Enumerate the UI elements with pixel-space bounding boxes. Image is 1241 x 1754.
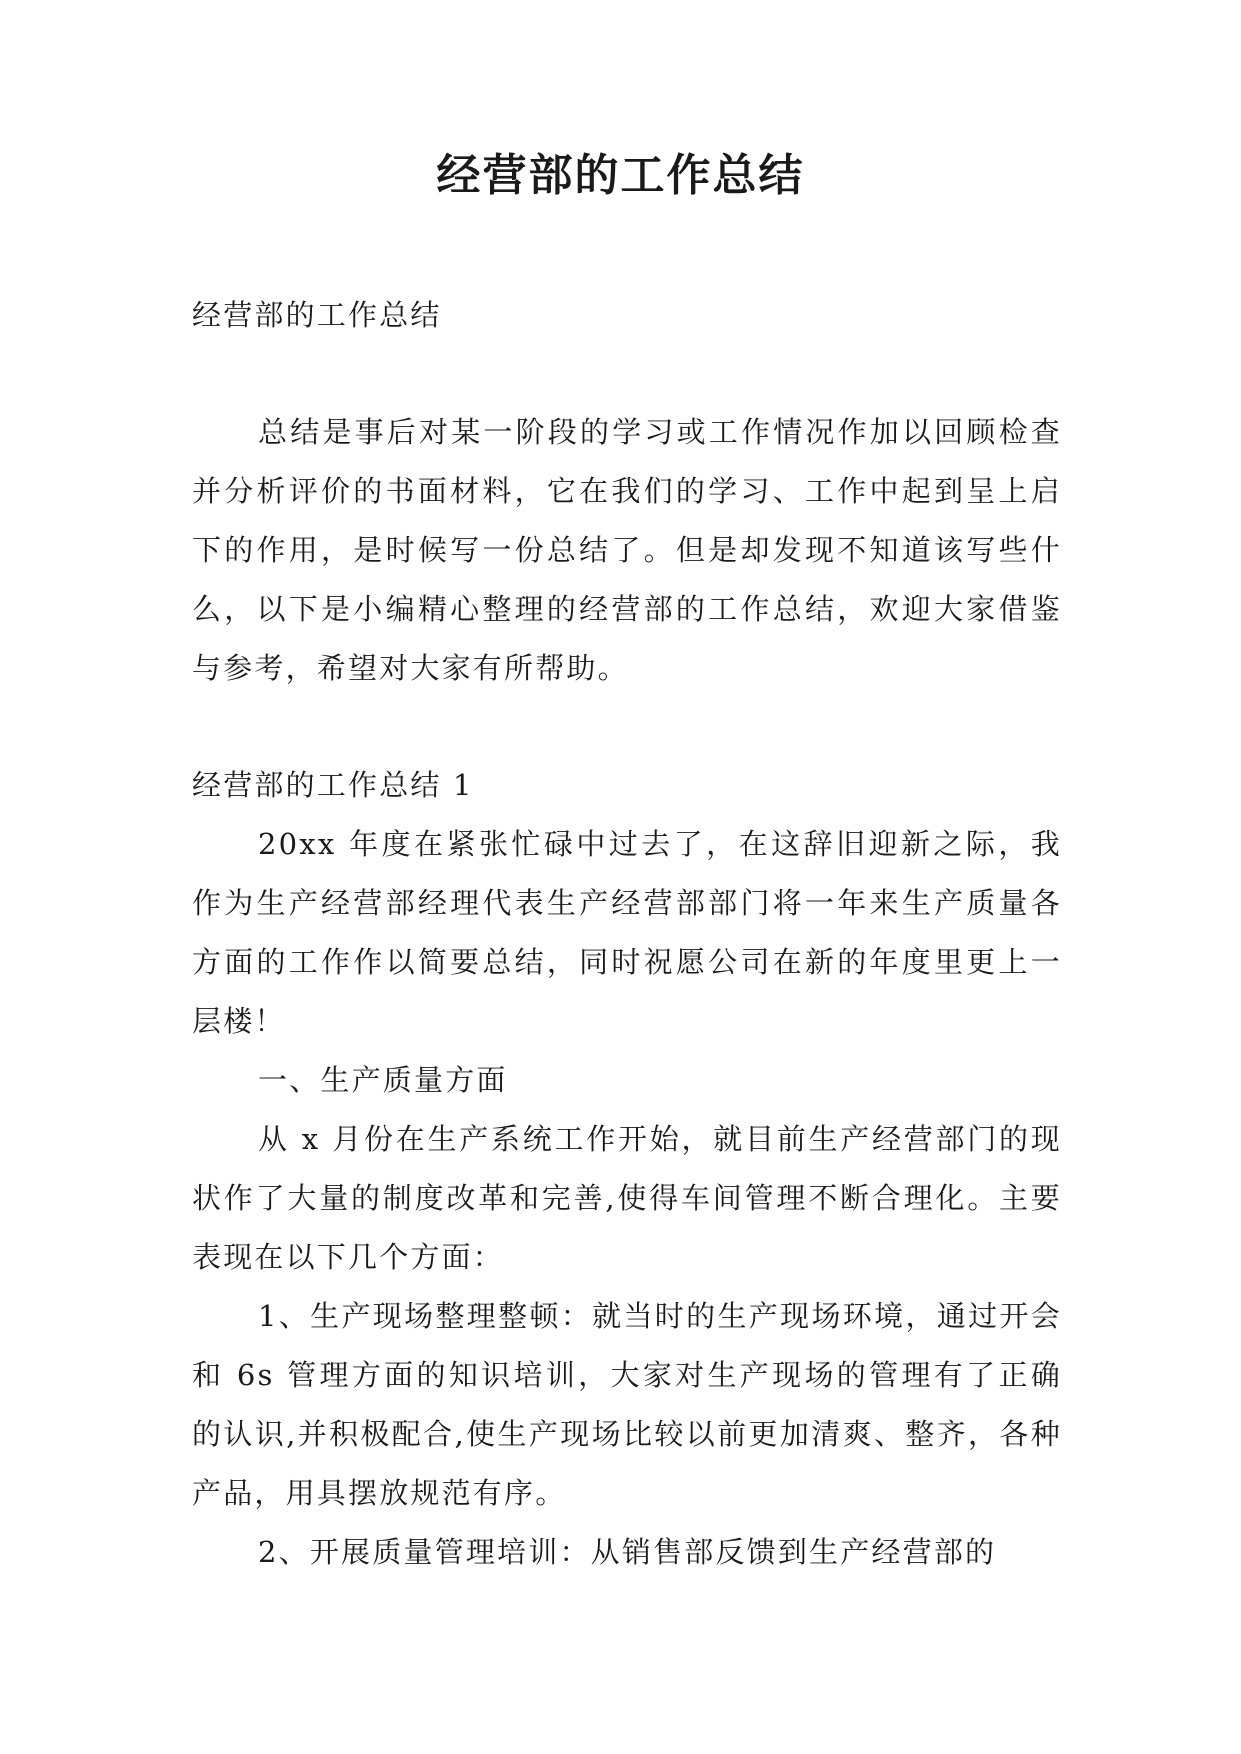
document-title: 经营部的工作总结 (436, 150, 805, 201)
body-paragraph: 1、生产现场整理整顿：就当时的生产现场环境，通过开会和 6s 管理方面的知识培训，大家对生产现场的管理有了正确的认识,并积极配合,使生产现场比较以前更加清爽、整齐，各种产品，用具摆放规范有序。 (192, 1299, 1062, 1510)
spacer (192, 698, 1062, 756)
body-paragraph: 从 x 月份在生产系统工作开始，就目前生产经营部门的现状作了大量的制度改革和完善,使得车间管理不断合理化。主要表现在以下几个方面： (192, 1122, 1062, 1274)
body-paragraph: 2、开展质量管理培训：从销售部反馈到生产经营部的 (258, 1535, 997, 1569)
document-subtitle: 经营部的工作总结 (192, 298, 442, 332)
document-body (192, 286, 1062, 1582)
spacer (192, 345, 1062, 403)
heading-production-quality: 一、生产质量方面 (258, 1063, 508, 1097)
section-title: 经营部的工作总结 1 (192, 768, 474, 802)
intro-paragraph: 总结是事后对某一阶段的学习或工作情况作加以回顾检查并分析评价的书面材料，它在我们的学习、工作中起到呈上启下的作用，是时候写一份总结了。但是却发现不知道该写些什么，以下是小编精心整理的经营部的工作总结，欢迎大家借鉴与参考，希望对大家有所帮助。 (192, 415, 1062, 685)
body-paragraph: 20xx 年度在紧张忙碌中过去了，在这辞旧迎新之际，我作为生产经营部经理代表生产经营部部门将一年来生产质量各方面的工作作以简要总结，同时祝愿公司在新的年度里更上一层楼！ (192, 827, 1062, 1038)
